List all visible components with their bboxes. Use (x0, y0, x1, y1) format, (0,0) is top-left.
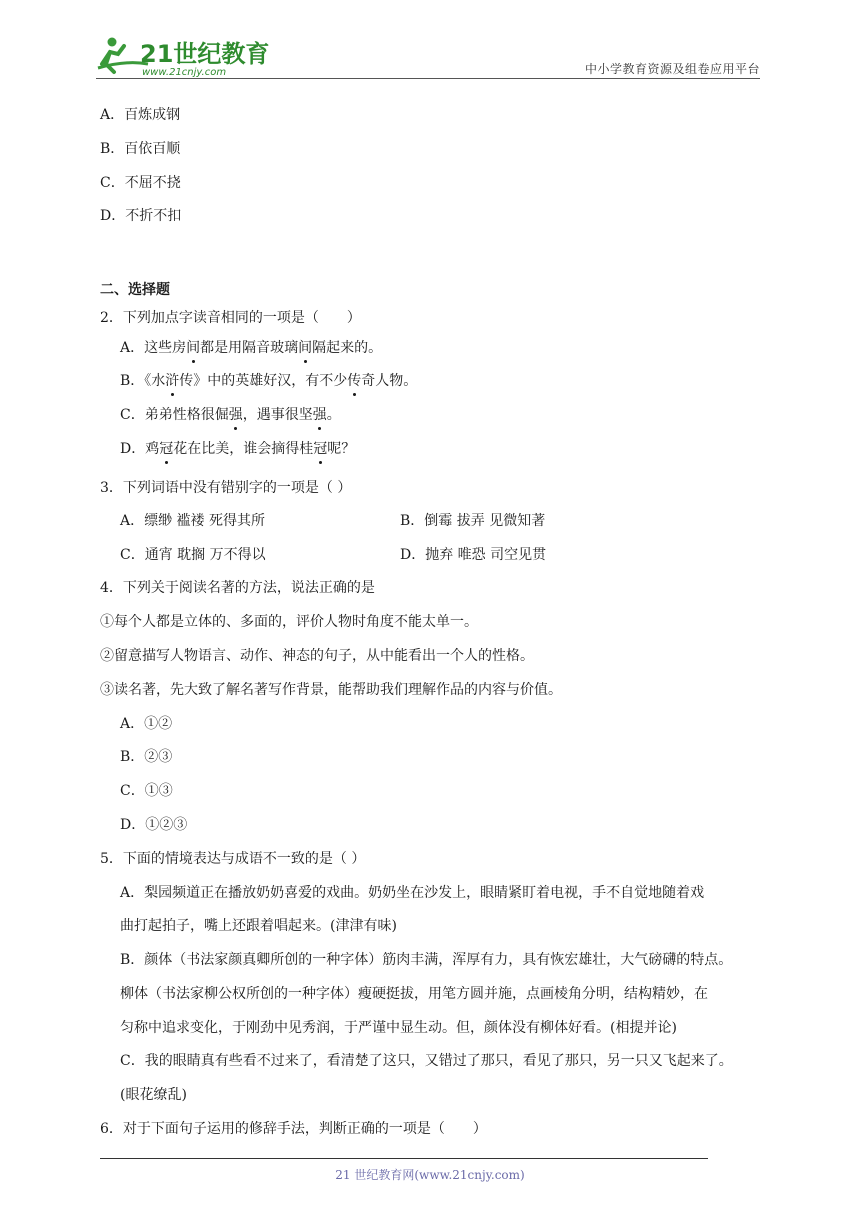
q3-option-c: C．通宵 耽搁 万不得以 (120, 547, 266, 563)
q3-stem: 3．下列词语中没有错别字的一项是（ ） (100, 480, 352, 496)
q6-stem: 6．对于下面句子运用的修辞手法，判断正确的一项是（ ） (100, 1121, 487, 1137)
q2-option-d: D．鸡冠花在比美，谁会摘得桂冠呢？ (120, 441, 356, 457)
site-logo (96, 34, 296, 78)
q4-statement-2: ②留意描写人物语言、动作、神态的句子，从中能看出一个人的性格。 (100, 648, 534, 664)
q1-option-a: A．百炼成钢 (100, 107, 181, 123)
q5-stem: 5．下面的情境表达与成语不一致的是（ ） (100, 851, 366, 867)
footer-divider (100, 1158, 708, 1159)
q5-option-b-line2: 柳体（书法家柳公权所创的一种字体）瘦硬挺拔，用笔方圆并施，点画棱角分明，结构精妙，在 (120, 986, 708, 1002)
q3-option-b: B．倒霉 拔弄 见微知著 (400, 513, 546, 529)
q2-stem: 2．下列加点字读音相同的一项是（ ） (100, 310, 361, 326)
q5-option-a-line2: 曲打起拍子，嘴上还跟着唱起来。(津津有味) (120, 918, 397, 934)
page-footer: 21 世纪教育网(www.21cnjy.com) (335, 1168, 525, 1182)
header-divider (96, 78, 760, 79)
q4-statement-1: ①每个人都是立体的、多面的，评价人物时角度不能太单一。 (100, 614, 478, 630)
q3-option-d: D．抛弃 唯恐 司空见贯 (400, 547, 547, 563)
q4-option-c: C．①③ (120, 783, 173, 799)
q5-option-c-line2: (眼花缭乱) (120, 1087, 187, 1103)
q5-option-c-line1: C．我的眼睛真有些看不过来了，看清楚了这只，又错过了那只，看见了那只，另一只又飞起来了。 (120, 1053, 733, 1069)
q5-option-b-line1: B．颜体（书法家颜真卿所创的一种字体）筋肉丰满，浑厚有力，具有恢宏雄壮，大气磅礴的特点。 (120, 952, 733, 968)
section-title: 二、选择题 (100, 282, 170, 298)
q4-option-d: D．①②③ (120, 817, 188, 833)
q1-option-c: C．不屈不挠 (100, 175, 181, 191)
q5-option-a-line1: A．梨园频道正在播放奶奶喜爱的戏曲。奶奶坐在沙发上，眼睛紧盯着电视，手不自觉地随着戏 (120, 885, 705, 901)
q2-option-b: B．《水浒传》中的英雄好汉，有不少传奇人物。 (120, 373, 418, 389)
q1-option-d: D．不折不扣 (100, 208, 182, 224)
q2-option-a: A．这些房间都是用隔音玻璃间隔起来的。 (120, 340, 383, 356)
q5-option-b-line3: 匀称中追求变化，于刚劲中见秀润，于严谨中显生动。但，颜体没有柳体好看。(相提并论) (120, 1020, 677, 1036)
platform-name: 中小学教育资源及组卷应用平台 (584, 62, 760, 76)
q1-option-b: B．百依百顺 (100, 141, 181, 157)
q2-option-c: C．弟弟性格很倔强，遇事很坚强。 (120, 407, 341, 423)
q4-statement-3: ③读名著，先大致了解名著写作背景，能帮助我们理解作品的内容与价值。 (100, 682, 562, 698)
svg-text:www.21cnjy.com: www.21cnjy.com (142, 67, 227, 78)
svg-text:21世纪教育: 21世纪教育 (140, 40, 270, 68)
q4-option-b: B．②③ (120, 749, 173, 765)
q4-stem: 4．下列关于阅读名著的方法，说法正确的是 (100, 580, 375, 596)
q4-option-a: A．①② (120, 716, 173, 732)
q3-option-a: A．缥缈 褴褛 死得其所 (120, 513, 266, 529)
page-header (96, 34, 760, 78)
